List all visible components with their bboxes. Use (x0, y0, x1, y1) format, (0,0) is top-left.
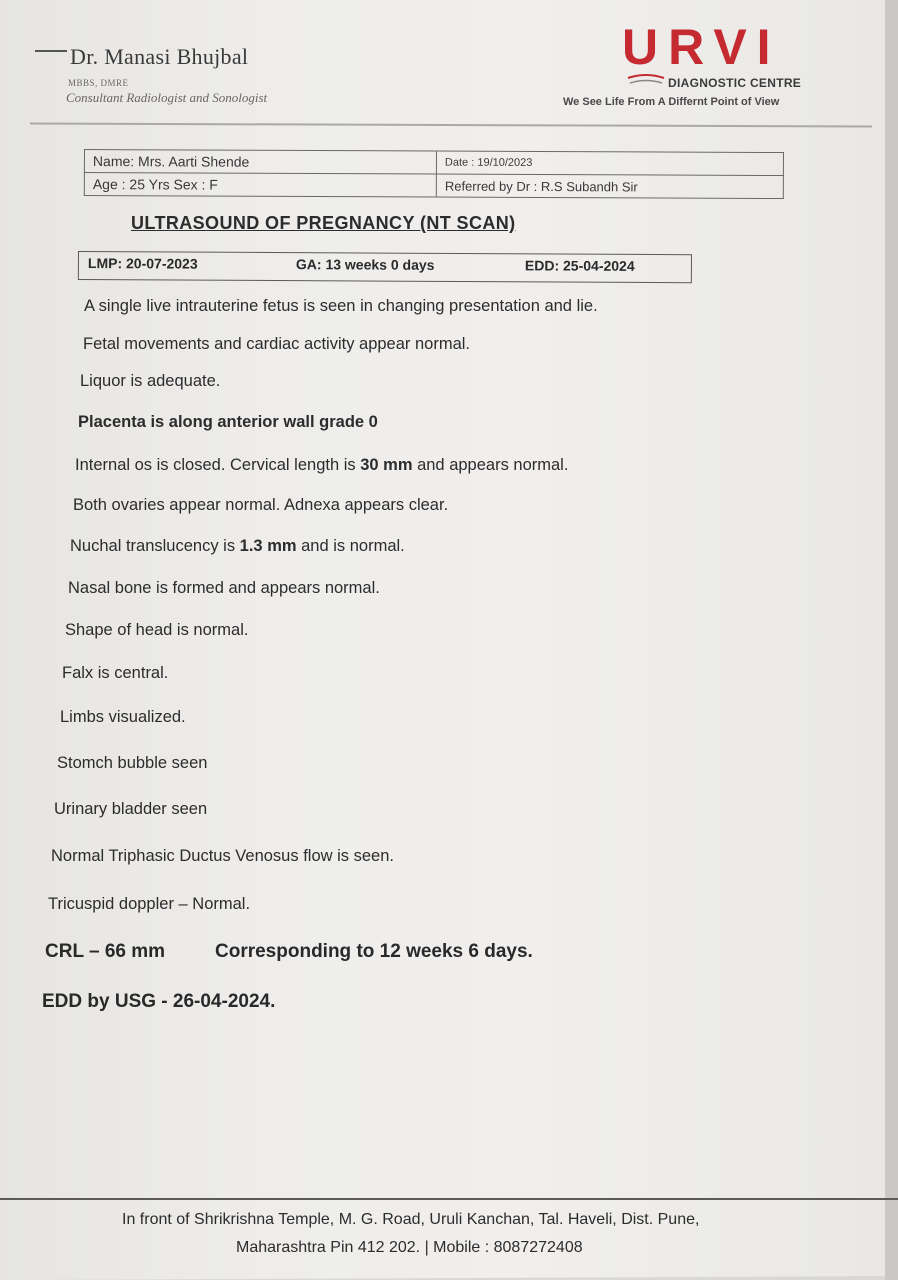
finding-line: A single live intrauterine fetus is seen in changing presentation and lie. (84, 297, 598, 315)
centre-tagline: We See Life From A Differnt Point of View (563, 96, 780, 108)
patient-age-sex: Age : 25 Yrs Sex : F (84, 173, 436, 198)
finding-line: Placenta is along anterior wall grade 0 (78, 413, 378, 431)
footer-address: In front of Shrikrishna Temple, M. G. Road, Uruli Kanchan, Tal. Haveli, Dist. Pune, (122, 1211, 700, 1228)
finding-line: Tricuspid doppler – Normal. (48, 895, 251, 913)
letterhead-accent-line (35, 50, 67, 52)
cervical-length: 30 mm (360, 456, 413, 474)
finding-text: Nuchal translucency is (70, 537, 240, 555)
nt-measurement: 1.3 mm (239, 537, 297, 555)
doctor-degrees: MBBS, DMRE (68, 78, 129, 88)
ga-value: GA: 13 weeks 0 days (295, 256, 435, 273)
edd-by-usg: EDD by USG - 26-04-2024. (42, 991, 276, 1012)
finding-line: Normal Triphasic Ductus Venosus flow is seen. (51, 847, 394, 865)
finding-line (75, 456, 568, 475)
finding-line (70, 537, 405, 556)
logo-swoosh-icon (626, 74, 666, 88)
footer-contact: Maharashtra Pin 412 202. | Mobile : 8087272408 (236, 1239, 583, 1256)
footer-divider (0, 1198, 898, 1200)
page-edge (885, 0, 898, 1280)
crl-correspondence: Corresponding to 12 weeks 6 days. (215, 941, 533, 962)
urvi-logo: URVI (622, 19, 781, 75)
finding-text: and is normal. (296, 537, 405, 555)
finding-line: Fetal movements and cardiac activity appear normal. (83, 335, 471, 353)
finding-line: Falx is central. (62, 664, 169, 682)
crl-measurement: CRL – 66 mm (45, 941, 166, 962)
finding-text: Internal os is closed. Cervical length is (75, 456, 361, 474)
lmp-value: LMP: 20-07-2023 (87, 255, 198, 272)
finding-line: Nasal bone is formed and appears normal. (68, 579, 380, 597)
doctor-designation: Consultant Radiologist and Sonologist (66, 90, 268, 105)
doctor-name: Dr. Manasi Bhujbal (70, 44, 249, 69)
finding-line: Limbs visualized. (60, 708, 186, 726)
finding-line: Liquor is adequate. (80, 372, 221, 390)
patient-info-table (84, 149, 784, 199)
finding-line: Stomch bubble seen (57, 754, 208, 772)
referred-by: Referred by Dr : R.S Subandh Sir (436, 174, 783, 199)
finding-line: Urinary bladder seen (54, 800, 208, 818)
dates-box (78, 251, 692, 283)
centre-name: DIAGNOSTIC CENTRE (668, 76, 802, 90)
finding-line: Both ovaries appear normal. Adnexa appears clear. (73, 496, 449, 514)
finding-text: and appears normal. (412, 456, 569, 474)
report-date: Date : 19/10/2023 (436, 151, 783, 176)
patient-name: Name: Mrs. Aarti Shende (84, 150, 436, 175)
report-title: ULTRASOUND OF PREGNANCY (NT SCAN) (131, 213, 516, 233)
edd-value: EDD: 25-04-2024 (524, 257, 635, 274)
finding-line: Shape of head is normal. (65, 621, 249, 639)
